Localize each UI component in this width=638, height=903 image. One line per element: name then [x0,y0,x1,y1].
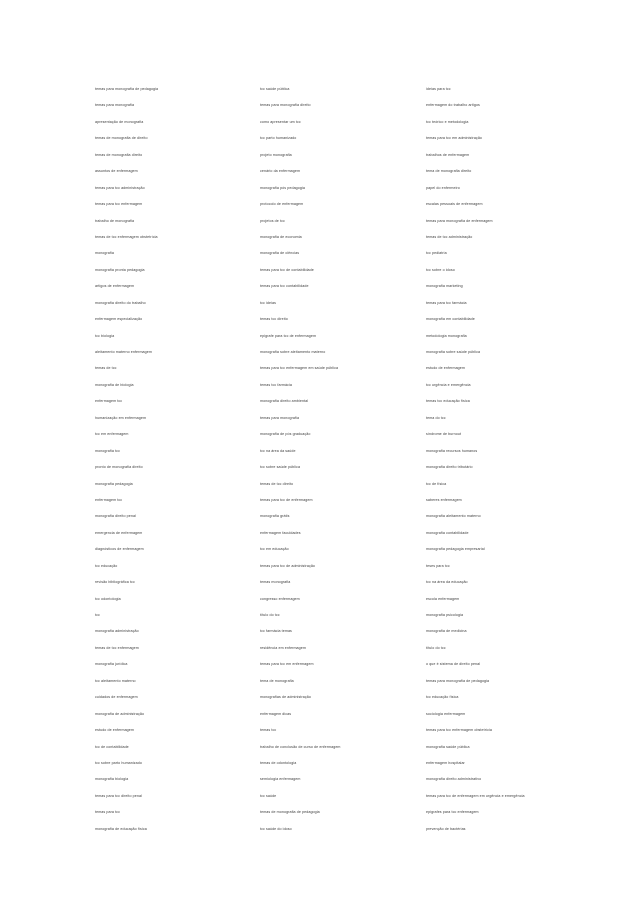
topic-link[interactable]: tcc saúde [260,793,277,798]
topic-link[interactable]: tcc de contabilidade [95,744,129,749]
topic-link[interactable]: monografia sobre aleitamento materno [260,350,326,354]
topic-link[interactable]: temas para tcc enfermagem [95,202,143,207]
topic-link[interactable]: tcc sobre o idoso [426,267,455,272]
topic-link[interactable]: temas de tcc enfermagem [95,645,139,650]
topic-link[interactable]: projeto monografia [260,152,292,157]
topic-link[interactable]: humanização em enfermagem [95,415,147,420]
topic-link[interactable]: temas para tcc de enfermagem em urgência e emergência [426,793,525,798]
topic-link[interactable]: monografia [95,251,114,256]
topic-link[interactable]: temas de monografia direito [95,152,143,157]
topic-link[interactable]: temas tcc [260,728,277,733]
topic-link[interactable]: tcc urgência e emergência [426,382,471,387]
topic-link[interactable]: tcc ideias [260,300,276,305]
topic-link[interactable]: título do tcc [260,613,280,617]
topic-link[interactable]: estudo de enfermagem [426,366,465,371]
topic-link[interactable]: temas de tcc administração [426,234,473,239]
topic-link[interactable]: emergencia de enfermagem [95,530,143,535]
topic-link[interactable]: monografia direito tributário [426,465,473,470]
topic-link[interactable]: monografia biologia [95,777,129,782]
topic-link[interactable]: tcc parto humanizado [260,136,297,141]
topic-link[interactable]: trabalho de monografia [95,218,135,223]
topic-link[interactable]: enfermagem hospitalar [426,760,465,765]
topic-link[interactable]: temas de tcc enfermagem obstetrícia [95,234,158,239]
topic-link[interactable]: temas para tcc em administração [426,136,483,141]
topic-link[interactable]: temas tcc direito [260,317,288,322]
topic-link[interactable]: tcc educação física [426,695,459,700]
topic-link[interactable]: revisão bibliográfica tcc [95,580,135,585]
topic-link[interactable]: tcc saúde pública [260,87,290,91]
topic-link[interactable]: monografia pós pedagogia [260,185,305,190]
topic-link[interactable]: epigrafes para tcc enfermagem [426,810,479,815]
topic-link[interactable]: temas para monografia direito [260,103,311,108]
topic-link[interactable]: temas monografia [260,580,291,585]
topic-link[interactable]: temas para tcc de administração [260,563,316,568]
topic-link[interactable]: tcc na área da saúde [260,448,296,453]
topic-link[interactable]: tcc teórico e metodologia [426,119,469,124]
topic-link[interactable]: tcc em educação [260,547,289,552]
topic-link[interactable]: temas de odontologia [260,760,297,765]
topic-link[interactable]: tcc farmácia temas [260,629,292,634]
topic-link[interactable]: enfermagem dicas [260,711,292,716]
topic-link[interactable]: monografia psicologia [426,613,464,617]
topic-link[interactable]: monografia direito ambiental [260,399,309,404]
topic-link[interactable]: temas para tcc de enfermagem [260,497,313,502]
topic-link[interactable]: saberes enfermagem [426,497,462,502]
topic-link[interactable]: monografia direito do trabalho [95,300,146,305]
topic-link[interactable]: tema de monografia direito [426,169,472,174]
topic-link[interactable]: monografia pedagogia empresarial [426,547,485,552]
topic-link[interactable]: temas para monografia [260,415,300,420]
topic-link[interactable]: temas de monografia de direito [95,136,148,141]
topic-link[interactable]: enfermagem do trabalho artigos [426,103,480,108]
topic-link[interactable]: metodologia monografia [426,333,467,338]
topic-link[interactable]: temas de monografia de pedagogia [260,810,320,815]
topic-link[interactable]: temas para tcc enfermagem obstetrícia [426,728,493,733]
topic-link[interactable]: temas para monografia de pedagogia [426,678,490,683]
topic-link[interactable]: papel do enfermeiro [426,185,460,190]
topic-link[interactable]: monografia de economia [260,234,302,239]
topic-link[interactable]: monografia de medicina [426,629,467,634]
topic-link[interactable]: apresentação de monografia [95,119,144,124]
topic-link[interactable]: tcc em enfermagem [95,432,129,437]
topic-link[interactable]: monografia aleitamento materno [426,514,481,519]
topic-link[interactable]: tcc biologia [95,333,115,338]
topic-link[interactable]: temas para tcc [95,810,120,815]
topic-link[interactable]: tcc saúde do idoso [260,826,292,831]
link-column-3 [426,84,616,840]
topic-link[interactable]: temas para monografia de pedagogia [95,87,159,91]
topic-link[interactable]: monografia direito administrativo [426,777,482,782]
topic-link[interactable]: monografia sobre saúde pública [426,350,481,354]
topic-link[interactable]: temas para monografia [95,103,135,108]
topic-link[interactable]: tcc odontologia [95,596,121,601]
topic-link[interactable]: temas para monografia de enfermagem [426,218,493,223]
topic-link[interactable]: tcc pediatria [426,251,447,256]
topic-link[interactable]: tcc na área da educação [426,580,468,585]
topic-link[interactable]: monografia pedagogia [95,481,133,486]
topic-link[interactable]: escalas pessoais de enfermagem [426,202,483,207]
topic-link[interactable]: temas para tcc contabilidade [260,284,309,289]
topic-link[interactable]: protocolo de enfermagem [260,202,304,207]
topic-link[interactable]: diagnósticos de enfermagem [95,547,144,552]
topic-link[interactable]: residência em enfermagem [260,645,306,650]
topic-link[interactable]: síndrome de burnout [426,432,462,437]
topic-link[interactable]: monografia direito penal [95,514,136,519]
topic-link[interactable]: temas para tcc direito penal [95,793,142,798]
topic-link[interactable]: epigrafe para tcc de enfermagem [260,333,317,338]
topic-link[interactable]: temas para tcc administração [95,185,145,190]
topic-link[interactable]: monografia recursos humanos [426,448,478,453]
topic-link[interactable]: enfermagem tcc [95,399,123,404]
topic-link[interactable]: ideias para tcc [426,87,451,91]
topic-link[interactable]: tcc sobre saúde pública [260,465,301,470]
topic-link[interactable]: cenário da enfermagem [260,169,301,174]
topic-link[interactable]: o que é sistema de direito penal [426,662,481,667]
topic-link[interactable]: projetos de tcc [260,218,285,223]
topic-link[interactable]: monografia em contabilidade [426,317,475,322]
topic-link[interactable]: sociologia enfermagem [426,711,466,716]
topic-link[interactable]: monografia tcc [95,448,120,453]
topic-link[interactable]: temas de tcc direito [260,481,294,486]
topic-link[interactable]: tcc [95,613,100,617]
topic-link[interactable]: trabalhos de enfermagem [426,152,470,157]
topic-link[interactable]: congresso enfermagem [260,596,300,601]
topic-link[interactable]: estudo de enfermagem [95,728,134,733]
topic-link[interactable]: enfermagem tcc [95,497,123,502]
topic-link[interactable]: monografia contabilidade [426,530,469,535]
topic-link[interactable]: monografia de educação física [95,826,147,831]
topic-link[interactable]: tema do tcc [426,415,446,420]
topic-link[interactable]: tcc educação [95,563,118,568]
topic-link[interactable]: artigos de enfermagem [95,284,135,289]
topic-link[interactable]: monografias de administração [260,695,311,700]
topic-link[interactable]: temas tcc farmácia [260,382,292,387]
topic-link[interactable]: semiologia enfermagem [260,777,301,782]
topic-link[interactable]: teses para tcc [426,563,450,568]
topic-link[interactable]: monografia jurídica [95,662,128,667]
topic-link[interactable]: monografia administração [95,629,139,634]
topic-link[interactable]: temas para tcc enfermagem em saúde pública [260,366,339,371]
topic-link[interactable]: trabalho de conclusão de curso de enfermagem [260,744,341,749]
topic-link[interactable]: enfermagem especialização [95,317,143,322]
topic-link[interactable]: monografia grátis [260,514,290,519]
topic-link[interactable]: temas para tcc farmácia [426,300,467,305]
topic-link[interactable]: monografia de biologia [95,382,134,387]
topic-link[interactable]: escola enfermagem [426,596,460,601]
topic-link[interactable]: tcc aleitamento materno [95,678,136,683]
topic-link[interactable]: como apresentar um tcc [260,119,301,124]
topic-link[interactable]: monografia pronta pedagogia [95,267,145,272]
topic-link[interactable]: prevenção de bactérias [426,826,466,831]
topic-link[interactable]: monografia de pós graduação [260,432,311,437]
topic-link[interactable]: tema de monografia [260,678,294,683]
topic-link[interactable]: tcc de física [426,481,447,486]
topic-link[interactable]: monografia saúde pública [426,744,470,749]
topic-link[interactable]: monografia de ciências [260,251,300,256]
topic-link[interactable]: cuidados de enfermagem [95,695,138,700]
topic-link[interactable]: tcc sobre parto humanizado [95,760,142,765]
topic-link[interactable]: temas para tcc de contabilidade [260,267,314,272]
topic-link[interactable]: assuntos de enfermagem [95,169,138,174]
topic-link[interactable]: monografia marketing [426,284,463,289]
link-column-1 [95,84,245,840]
topic-link[interactable]: pronto de monografia direito [95,465,143,470]
topic-link[interactable]: título do tcc [426,645,446,650]
topic-link[interactable]: monografia de administração [95,711,145,716]
topic-link[interactable]: temas de tcc [95,366,117,371]
topic-link[interactable]: aleitamento materno enfermagem [95,350,152,354]
topic-link[interactable]: enfermagem faculdades [260,530,301,535]
link-column-2 [260,84,410,840]
topic-link[interactable]: temas tcc educação física [426,399,470,404]
topic-link[interactable]: temas para tcc em enfermagem [260,662,314,667]
